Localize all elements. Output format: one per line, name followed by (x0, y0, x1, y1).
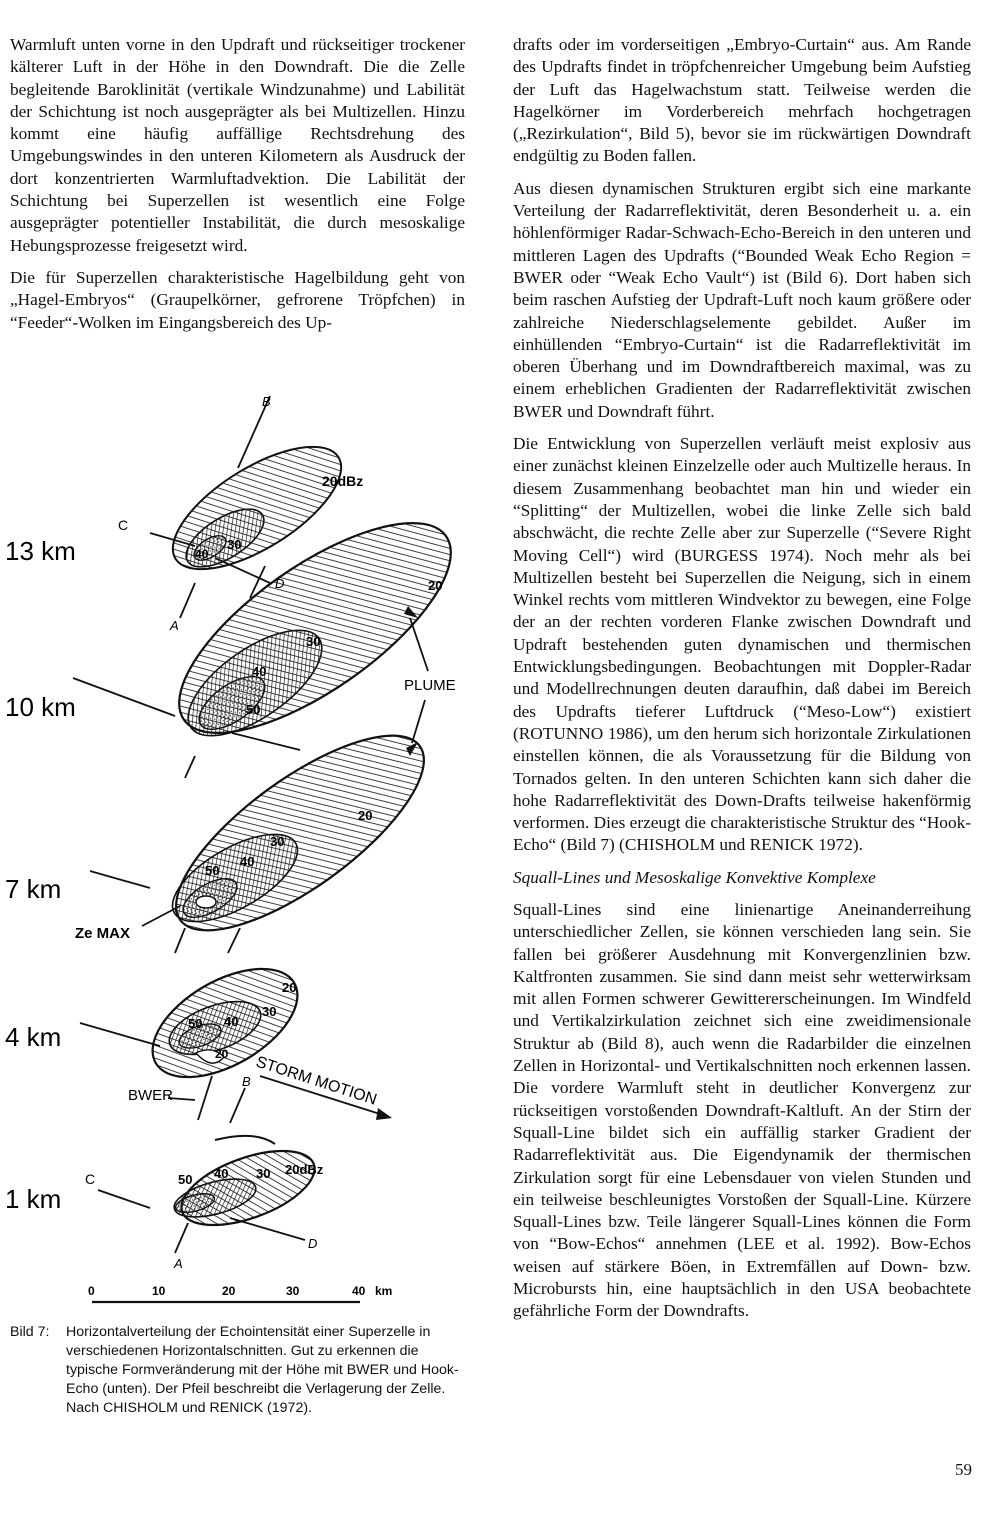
scale-10: 10 (152, 1284, 166, 1298)
storm-motion-arrow (254, 1054, 392, 1120)
supercell-figure-lower (0, 928, 475, 1308)
letter-b-low: B (242, 1074, 251, 1089)
scale-0: 0 (88, 1284, 95, 1298)
right-paragraph-3: Die Entwicklung von Superzellen verläuft meist explosiv aus einer zunächst kleinen Einzelzelle oder auch Multizelle heraus. In diesem Zusammenhang beobachtet man hin und wieder ein “Splitting“ der Multizellen, wobei die linke Zelle sich bald abschwächt, die rechte Zelle aber zur Superzelle (“Severe Right Moving Cell“) wird (BURGESS 1974). Noch mehr als bei Multizellen besteht bei Superzellen die Neigung, sich in einem Winkel rechts vom mittleren Windvektor zu bewegen, eine Folge der an der rechten vorderen Flanke zwischen Downdraft und Updraft bestehenden guten dynamischen und thermischen Entwicklungsbedingungen. Beobachtungen mit Doppler-Radar und Modellrechnungen deuten daraufhin, daß dabei im Bereich des Updrafts tieferer Luftdruck (“Meso-Low“) existiert (ROTUNNO 1986), um den herum sich horizontale Zirkulationen einstellen können, die als Voraussetzung für die Bildung von Tornados gelten. In den unteren Schichten kann sich daher die hohe Radarreflektivität des Down-Drafts teilweise hakenförmig verformen. Dies erzeugt die charakteristische Struktur des “Hook-Echo“ (Bild 7) (CHISHOLM und RENICK 1972). (513, 434, 971, 855)
dbz-label-4-40: 40 (224, 1014, 239, 1029)
letter-d-low: D (308, 1236, 318, 1251)
level-7km-echo (90, 702, 451, 963)
dbz-label-7-20: 20 (358, 808, 373, 823)
level-label-10km: 10 km (5, 692, 76, 722)
scale-20: 20 (222, 1284, 236, 1298)
dbz-label-13-40: 40 (195, 547, 209, 561)
caption-text: Horizontalverteilung der Echointensität einer Superzelle in verschiedenen Horizontalschnitten. Gut zu erkennen die typische Formveränderung mit der Höhe mit BWER und Hook-Echo (unten). Der Pfeil beschreibt die Verlagerung der Zelle. Nach CHISHOLM und RENICK (1972). (66, 1324, 459, 1416)
dbz-label-4-20-inner: 20 (215, 1047, 229, 1061)
level-label-13km: 13 km (5, 536, 76, 566)
dbz-label-1-30: 30 (256, 1166, 271, 1181)
dbz-label-10-50: 50 (246, 702, 261, 717)
left-paragraph-1: Warmluft unten vorne in den Updraft und rückseitiger trockener kälterer Luft in der Höhe in den Downdraft. Die die Zelle begleitende Baroklinität (vertikale Windzunahme) und Labilität der Schichtung ist noch ausgeprägter als bei Multizellen. Hinzu kommt eine häufig auffällige Rechtsdrehung des Umgebungswindes in den unteren Kilometern als Ausdruck der dort konzentrierten Warmluftadvektion. Die Labilität der Schichtung bei Superzellen ist wesentlich eine Folge ausgeprägter potentieller Instabilität, die durch mesoskalige Hebungsprozesse freigesetzt wird. (10, 35, 465, 255)
dbz-label-4-50: 50 (188, 1016, 203, 1031)
plume-label: PLUME (404, 677, 456, 694)
figure-caption (10, 1323, 470, 1418)
dbz-label-13-20: 20dBz (322, 473, 364, 489)
dbz-label-7-40: 40 (240, 854, 255, 869)
section-heading: Squall-Lines und Mesoskalige Konvektive Komplexe (513, 867, 876, 887)
letter-c-low: C (85, 1171, 96, 1187)
dbz-label-10-40: 40 (252, 664, 267, 679)
scale-40: 40 (352, 1284, 366, 1298)
ze-max-label: Ze MAX (75, 925, 131, 942)
bwer-label: BWER (128, 1087, 173, 1104)
right-column (513, 34, 971, 1333)
dbz-label-1-20: 20dBz (285, 1162, 324, 1177)
dbz-label-7-30: 30 (270, 834, 285, 849)
right-paragraph-1: drafts oder im vorderseitigen „Embryo-Curtain“ aus. Am Rande des Updrafts findet in tröpfchenreicher Umgebung beim Aufstieg der Luft das Hagelwachstum statt. Teilweise werden die Hagelkörner im Vorderbereich mehrfach hochgetragen („Rezirkulation“, Bild 5), bevor sie im rückwärtigen Downdraft endgültig zu Boden fallen. (513, 35, 971, 166)
right-paragraph-2: Aus diesen dynamischen Strukturen ergibt sich eine markante Verteilung der Radarreflektivität, deren Besonderheit u. a. ein höhlenförmiger Radar-Schwach-Echo-Bereich in den unteren und mittleren Lagen des Updrafts (“Bounded Weak Echo Region = BWER oder “Weak Echo Vault“) ist (Bild 6). Dort haben sich beim raschen Aufstieg der Updraft-Luft noch kaum größere oder zahlreiche Niederschlagselemente gebildet. Außer im einhüllenden “Embryo-Curtain“ ist die Radarreflektivität im oberen Überhang und im Downdraftbereich maximal, was zu einem erheblichen Gradienten der Radarreflektivität zwischen BWER und Downdraft führt. (513, 178, 971, 421)
dbz-label-10-30: 30 (306, 634, 321, 649)
letter-c-top: C (118, 517, 129, 533)
level-1km-echo (98, 1136, 324, 1253)
figure-lower-svg (0, 928, 475, 1308)
letter-a-low: A (174, 1256, 183, 1271)
scale-30: 30 (286, 1284, 300, 1298)
letter-b-top: B (262, 394, 271, 409)
scale-unit: km (375, 1284, 393, 1298)
dbz-label-4-30: 30 (262, 1004, 277, 1019)
dbz-label-1-50: 50 (178, 1172, 193, 1187)
caption-number: Bild 7: (10, 1324, 50, 1340)
dbz-label-4-20: 20 (282, 980, 297, 995)
level-label-4km: 4 km (5, 1022, 62, 1052)
dbz-label-7-50: 50 (205, 863, 220, 878)
dbz-label-1-40: 40 (214, 1166, 229, 1181)
storm-motion-label: STORM MOTION (253, 1053, 379, 1109)
left-column (10, 34, 465, 344)
letter-a-top: A (170, 618, 179, 633)
left-paragraph-2: Die für Superzellen charakteristische Hagelbildung geht von „Hagel-Embryos“ (Graupelkörner, gefrorene Tröpfchen) in “Feeder“-Wolken im Eingangsbereich des Up- (10, 267, 465, 332)
level-label-7km: 7 km (5, 874, 62, 904)
level-label-1km: 1 km (5, 1184, 62, 1214)
page-number: 59 (955, 1460, 972, 1479)
right-paragraph-4: Squall-Lines sind eine linienartige Aneinanderreihung unterschiedlicher Zellen, sie können verschieden lang sein. Sie fallen bei größerer Ausdehnung mit Konvergenzlinien bzw. Kaltfronten zusammen. Sie sind dann meist sehr wetterwirksam mit allen Formen schwerer Gewittererscheinungen. Im Windfeld und Vertikalzirkulation zeichnet sich eine zweidimensionale Struktur ab (Bild 8), auch wenn die Radarbilder die einzelnen Zellen in Horizontal- und Vertikalschnitten noch erkennen lassen. Die vordere Warmluft steht in deutlicher Konvergenz zur rückseitigen vorstoßenden Downdraft-Kaltluft. An der Stirn der Squall-Line bildet sich ein auffällig starker Gradient der Radarreflektivität aus. Die Eigendynamik der thermischen Zirkulation sorgt für eine Lebensdauer von vielen Stunden und ein teilweise beschleunigtes Vorstoßen der Squall-Line. Kürzere Squall-Lines bzw. Teile längerer Squall-Lines können die Form von “Bow-Echos“ annehmen (LEE et al. 1992). Bow-Echos weisen auf stärkere Böen, in Extremfällen auf Down- bzw. Microbursts hin, eine hauptsächlich in den USA beobachtete gefährliche Form der Downdrafts. (513, 899, 971, 1321)
dbz-label-10-20: 20 (428, 578, 443, 593)
dbz-label-13-30: 30 (227, 537, 242, 552)
scale-bar (88, 1284, 392, 1302)
